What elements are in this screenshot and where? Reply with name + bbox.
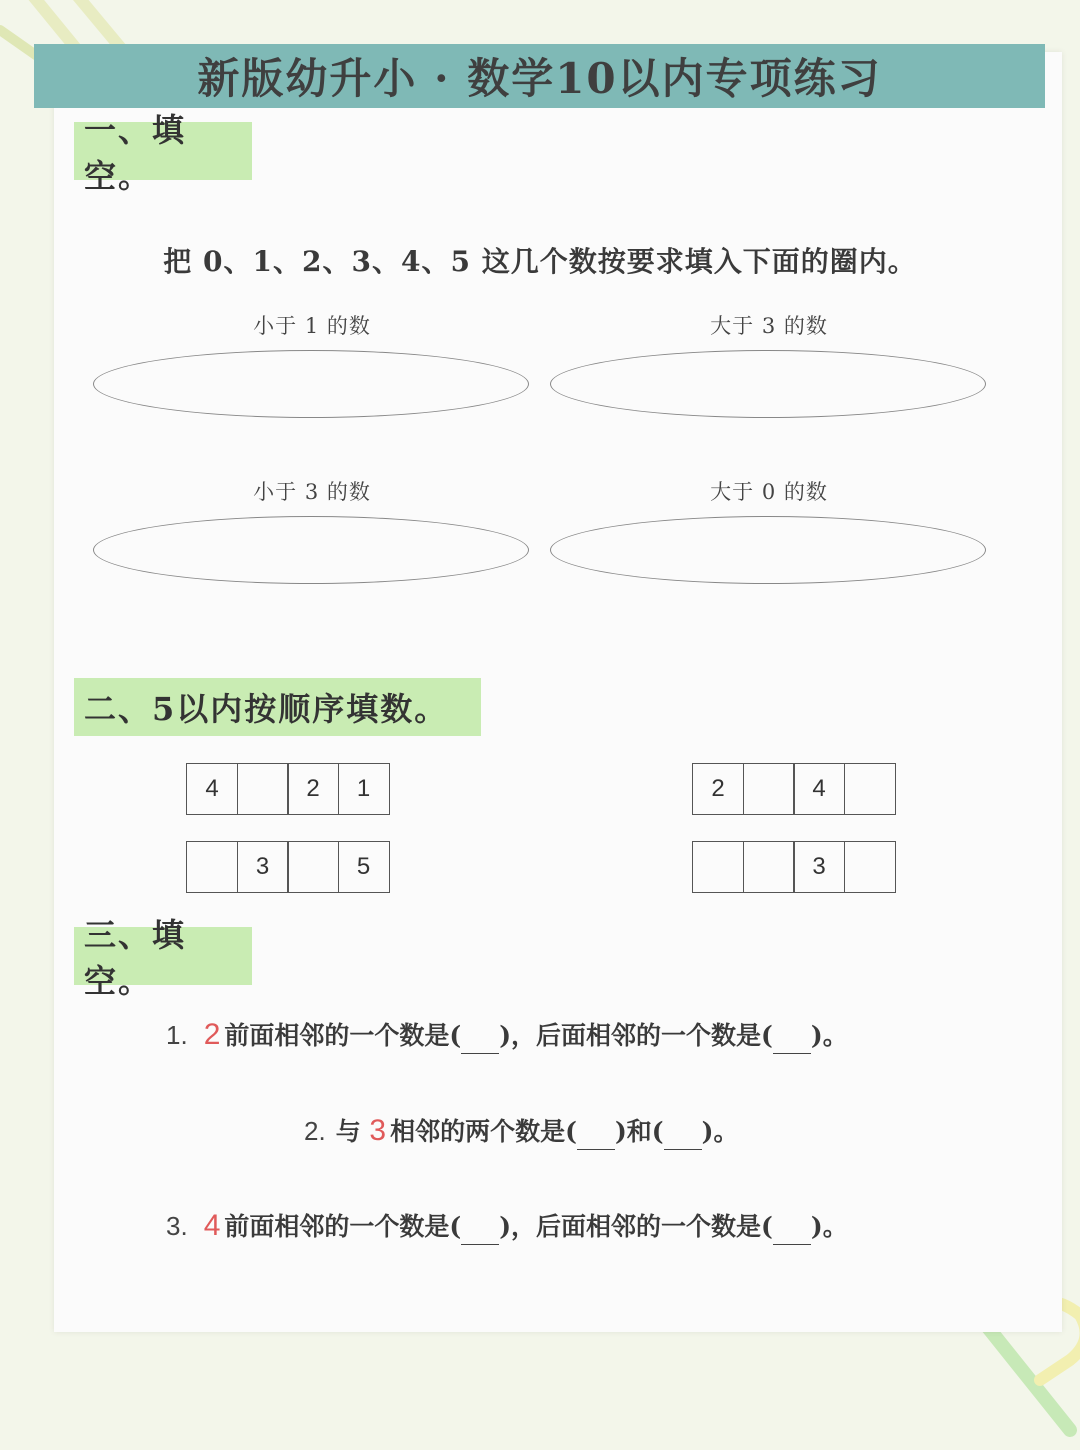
section-2-title: 二、5以内按顺序填数。 — [84, 690, 449, 728]
number-box-blank[interactable] — [692, 841, 744, 893]
number-box-blank[interactable] — [186, 841, 238, 893]
section-1-title: 一、填空。 — [84, 111, 187, 195]
question-1: 1. 2 前面相邻的一个数是( )，后面相邻的一个数是( )。 — [166, 1016, 848, 1054]
answer-blank[interactable] — [773, 1214, 811, 1245]
answer-blank[interactable] — [664, 1119, 702, 1150]
number-box: 3 — [793, 841, 845, 893]
number-box: 5 — [338, 841, 390, 893]
sequence-row-right-1 — [692, 763, 896, 815]
number-box-blank[interactable] — [743, 763, 795, 815]
section-3-title: 三、填空。 — [84, 916, 187, 1000]
number-box-blank[interactable] — [743, 841, 795, 893]
number-box: 4 — [793, 763, 845, 815]
sequence-row-left-2 — [186, 841, 390, 893]
answer-blank[interactable] — [461, 1023, 499, 1054]
answer-oval-greater-than-0[interactable] — [550, 516, 986, 584]
answer-oval-greater-than-3[interactable] — [550, 350, 986, 418]
question-3: 3. 4 前面相邻的一个数是( )，后面相邻的一个数是( )。 — [166, 1207, 848, 1245]
number-box: 1 — [338, 763, 390, 815]
number-box-blank[interactable] — [844, 763, 896, 815]
answer-blank[interactable] — [461, 1214, 499, 1245]
answer-blank[interactable] — [577, 1119, 615, 1150]
oval-label-less-than-3: 小于 3 的数 — [253, 480, 371, 504]
oval-label-greater-than-3: 大于 3 的数 — [710, 314, 828, 338]
answer-oval-less-than-1[interactable] — [93, 350, 529, 418]
question-2: 2. 与 3 相邻的两个数是( )和( )。 — [304, 1112, 738, 1150]
sequence-row-left-1 — [186, 763, 390, 815]
section-1-header — [74, 111, 252, 195]
section-3-header — [74, 916, 252, 1000]
answer-oval-less-than-3[interactable] — [93, 516, 529, 584]
sequence-row-right-2 — [692, 841, 896, 893]
oval-label-less-than-1: 小于 1 的数 — [253, 314, 371, 338]
section-2-header — [74, 678, 481, 736]
title-banner — [34, 44, 1045, 108]
oval-label-greater-than-0: 大于 0 的数 — [710, 480, 828, 504]
number-box: 4 — [186, 763, 238, 815]
number-box: 2 — [692, 763, 744, 815]
number-box-blank[interactable] — [287, 841, 339, 893]
section-1-instruction: 把 0、1、2、3、4、5 这几个数按要求填入下面的圈内。 — [163, 245, 917, 278]
number-box-blank[interactable] — [237, 763, 289, 815]
page-title: 新版幼升小 · 数学10以内专项练习 — [197, 54, 882, 103]
number-box: 3 — [237, 841, 289, 893]
answer-blank[interactable] — [773, 1023, 811, 1054]
number-box: 2 — [287, 763, 339, 815]
number-box-blank[interactable] — [844, 841, 896, 893]
